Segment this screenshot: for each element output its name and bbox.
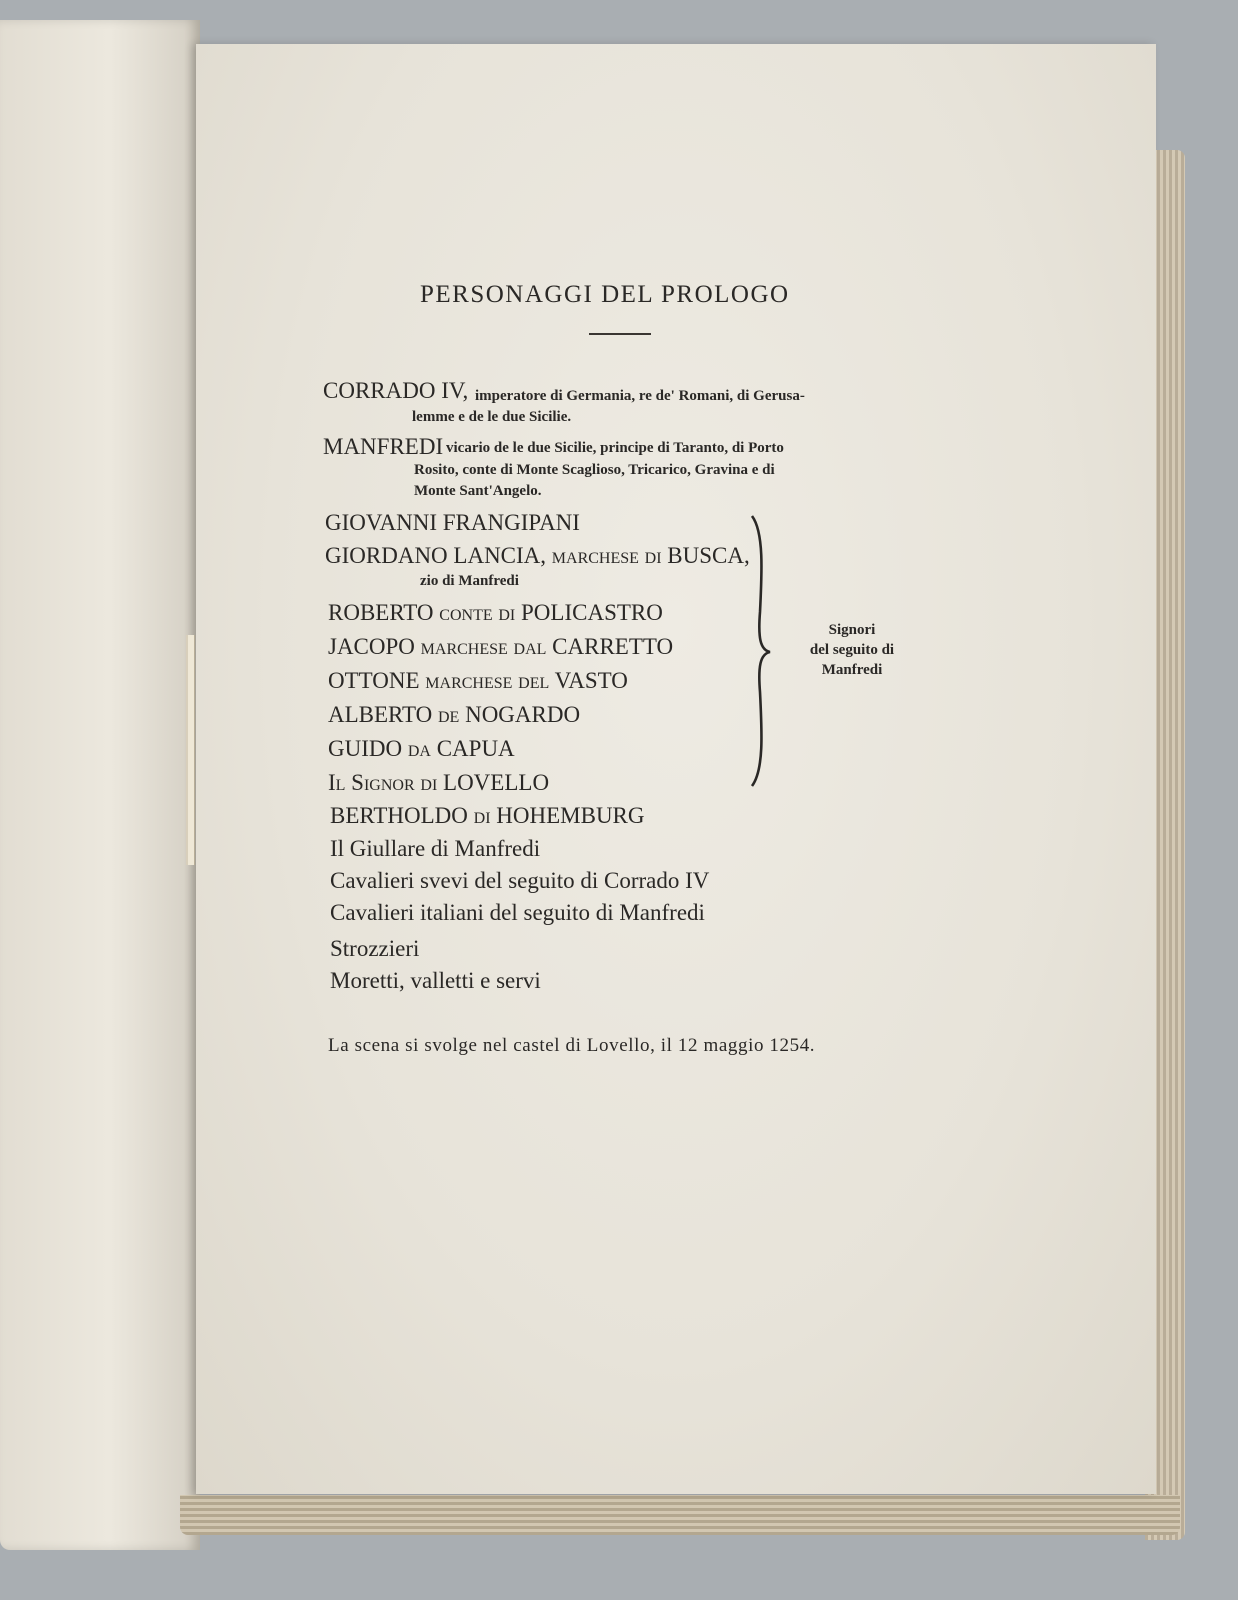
scene-note: La scena si svolge nel castel di Lovello, il 12 maggio 1254. [328,1035,816,1056]
character-line: ROBERTO conte di POLICASTRO [328,600,663,625]
right-page [196,44,1156,1494]
character-line: Cavalieri italiani del seguito di Manfredi [330,900,705,925]
entry-name: CORRADO IV, [323,378,469,403]
character-line: GIOVANNI FRANGIPANI [325,510,580,535]
entry-desc: Monte Sant'Angelo. [414,483,542,499]
character-line: GIORDANO LANCIA, marchese di BUSCA, [325,543,750,568]
character-line: Il Giullare di Manfredi [330,836,541,861]
character-line: JACOPO marchese dal CARRETTO [328,634,674,659]
entry-manfredi [323,434,443,460]
entry-corrado [323,378,468,404]
binding-thread [186,635,195,865]
character-line: OTTONE marchese del VASTO [328,668,628,693]
entry-desc: lemme e de le due Sicilie. [412,409,572,425]
entry-desc: vicario de le due Sicilie, principe di Taranto, di Porto [446,440,784,456]
entry-desc: Rosito, conte di Monte Scaglioso, Tricarico, Gravina e di [414,462,775,478]
character-line: ALBERTO de NOGARDO [328,702,581,727]
character-line: Strozzieri [330,936,420,961]
character-line: GUIDO da CAPUA [328,736,515,761]
character-line: BERTHOLDO di HOHEMBURG [330,803,645,828]
page-edges-bottom [180,1495,1180,1535]
page-title: PERSONAGGI DEL PROLOGO [420,281,790,308]
entry-name: MANFREDI [323,434,444,459]
bracket-note: Signori del seguito di Manfredi [809,622,895,678]
title-rule [589,333,651,335]
left-page [0,20,200,1550]
character-line: Cavalieri svevi del seguito di Corrado IV [330,868,710,893]
character-line: Il Signor di LOVELLO [328,770,550,795]
character-note: zio di Manfredi [420,573,519,589]
curly-brace [748,512,778,790]
entry-desc: imperatore di Germania, re de' Romani, di Gerusa- [475,388,805,404]
character-line: Moretti, valletti e servi [330,968,541,993]
